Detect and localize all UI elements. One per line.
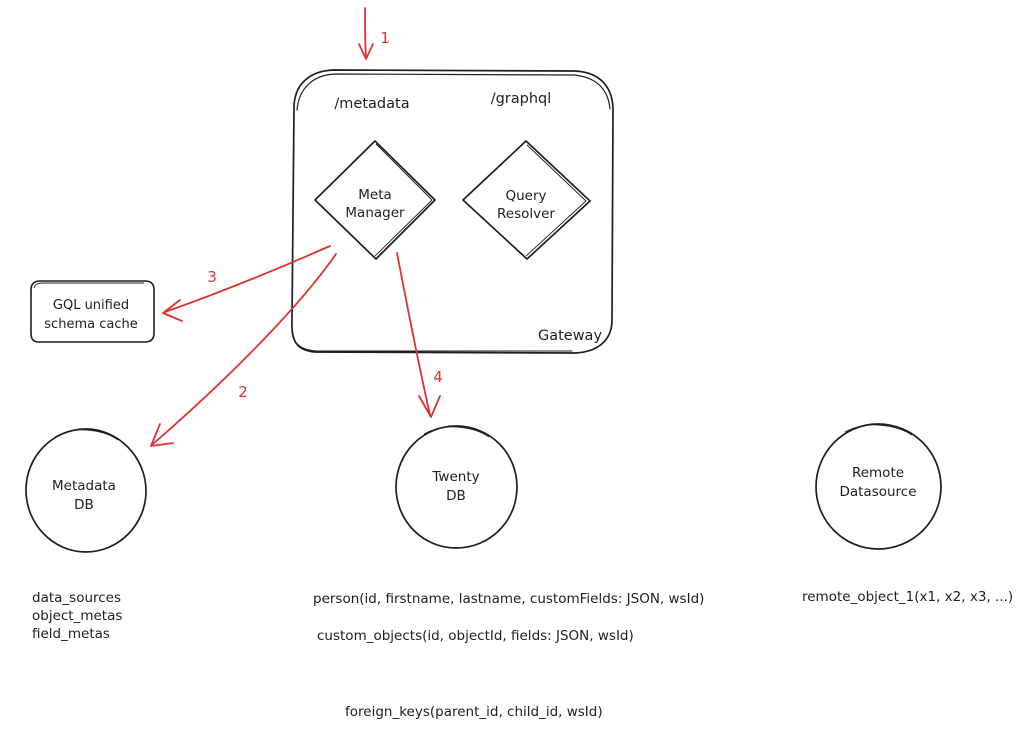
- arrow-4: [397, 253, 440, 417]
- metadata-db-label-line2: DB: [74, 496, 94, 513]
- route-label-graphql: /graphql: [490, 91, 552, 108]
- query-resolver-label-line2: Resolver: [497, 205, 555, 222]
- arrow-3: [163, 246, 330, 321]
- remote-datasource-schema-line-1: remote_object_1(x1, x2, x3, ...): [802, 589, 1014, 605]
- gql-cache-label-line1: GQL unified: [52, 298, 130, 314]
- metadata-db-label-line1: Metadata: [52, 477, 116, 494]
- metadata-db-schema-line-2: object_metas: [32, 608, 123, 624]
- twenty-db-schema-line-1: person(id, firstname, lastname, customFields: JSON, wsId): [313, 591, 705, 607]
- gql-cache-label-line2: schema cache: [44, 317, 138, 333]
- twenty-db-schema-line-3: foreign_keys(parent_id, child_id, wsId): [345, 704, 603, 720]
- arrow-number-2: 2: [238, 383, 248, 401]
- metadata-db-schema-line-1: data_sources: [32, 590, 122, 606]
- twenty-db-label-line1: Twenty: [432, 468, 480, 485]
- metadata-db-schema-line-3: field_metas: [32, 626, 110, 642]
- remote-datasource-label-line2: Datasource: [839, 483, 917, 500]
- arrow-1: [359, 8, 373, 59]
- query-resolver-label-line1: Query: [505, 187, 547, 204]
- twenty-db-schema-line-2: custom_objects(id, objectId, fields: JSON, wsId): [317, 628, 634, 644]
- meta-manager-label-line2: Manager: [345, 204, 405, 221]
- arrow-number-3: 3: [207, 268, 217, 286]
- meta-manager-label-line1: Meta: [358, 186, 392, 203]
- arrow-number-1: 1: [380, 29, 390, 47]
- twenty-db-label-line2: DB: [446, 487, 466, 504]
- route-label-metadata: /metadata: [334, 96, 410, 113]
- remote-datasource-label-line1: Remote: [851, 464, 905, 481]
- gateway-label: Gateway: [537, 328, 603, 345]
- arrow-number-4: 4: [433, 368, 443, 386]
